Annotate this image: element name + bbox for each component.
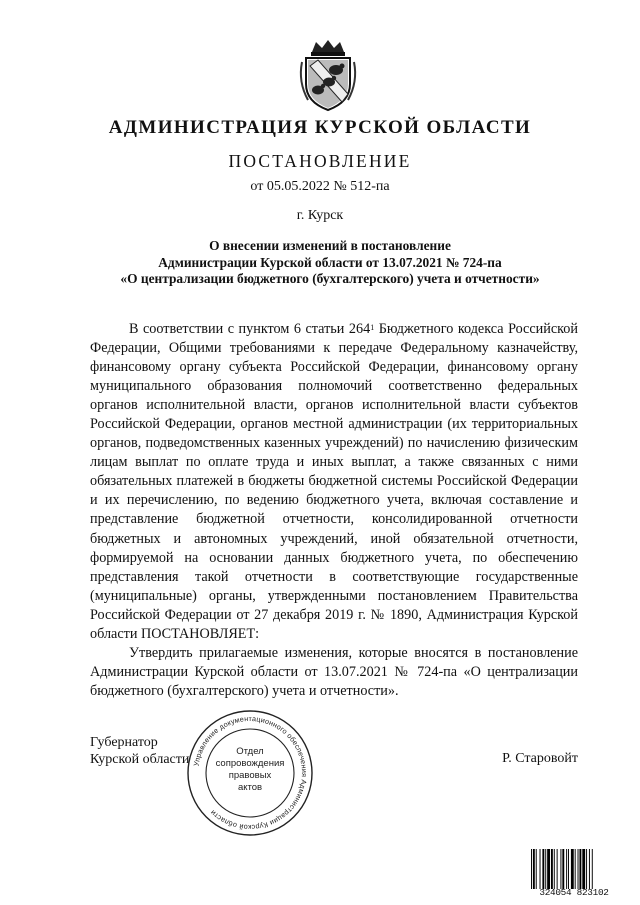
barcode-bar <box>551 849 553 889</box>
stamp-ring-text: Управление документационного обеспечения Администрации Курской области <box>191 713 310 833</box>
body-paragraph: Утвердить прилагаемые изменения, которые вносятся в постановление Администрации Курской области от 13.07.2021 № 724-па «О централизации бюджетного (бухгалтерского) учета и отчетности». <box>90 644 578 699</box>
barcode-bar <box>533 849 535 889</box>
barcode-bar <box>531 849 532 889</box>
coat-of-arms-icon <box>296 38 360 114</box>
barcode-bar <box>575 849 576 889</box>
stamp-line: актов <box>237 782 263 793</box>
barcode-bar <box>571 849 574 889</box>
barcode-bar <box>589 849 590 889</box>
document-city: г. Курск <box>296 208 344 223</box>
barcode-bar <box>582 849 585 889</box>
barcode-number: 324054 823102 <box>539 887 609 898</box>
barcode-bar <box>566 849 567 889</box>
barcode-bar <box>545 849 546 889</box>
barcode-bar <box>536 849 537 889</box>
subject-line: О внесении изменений в постановление <box>209 238 451 253</box>
barcode-bar <box>568 849 569 889</box>
barcode-bar <box>562 849 564 889</box>
barcode <box>531 849 617 889</box>
body-paragraph-start: В соответствии с пунктом 6 статьи 264 <box>129 321 371 337</box>
barcode-bar <box>540 849 541 889</box>
barcode-bar <box>547 849 550 889</box>
subject-line: Администрации Курской области от 13.07.2021 № 724-па <box>158 254 502 270</box>
barcode-bar <box>557 849 558 889</box>
document-subject <box>80 238 580 288</box>
barcode-bar <box>554 849 555 889</box>
document-body <box>90 320 578 701</box>
stamp-line: Отдел <box>236 746 264 757</box>
signer-position-line: Губернатор <box>90 735 158 750</box>
barcode-bar <box>586 849 587 889</box>
barcode-bar <box>592 849 593 889</box>
barcode-bar <box>579 849 581 889</box>
signer-position <box>90 734 189 768</box>
document-date-number: от 05.05.2022 № 512-па <box>250 179 390 194</box>
article-superscript: 1 <box>370 323 375 332</box>
barcode-bar <box>578 849 579 889</box>
barcode-bar <box>542 849 544 889</box>
organization-title: АДМИНИСТРАЦИЯ КУРСКОЙ ОБЛАСТИ <box>108 117 532 138</box>
stamp-line: сопровождения <box>215 758 285 769</box>
document-type: ПОСТАНОВЛЕНИЕ <box>228 151 412 171</box>
stamp-center-text <box>186 746 314 794</box>
body-paragraph <box>90 320 578 644</box>
signer-name: Р. Старовойт <box>502 751 578 766</box>
signer-position-line: Курской области <box>90 752 190 767</box>
stamp-line: правовых <box>228 770 272 781</box>
subject-line: «О централизации бюджетного (бухгалтерского) учета и отчетности» <box>120 271 540 286</box>
body-paragraph-rest: Бюджетного кодекса Российской Федерации, Общими требованиями к передаче Федеральному казначейству, финансовому органу субъекта Российской Федерации, финансовому органу муниципального образования полномочий соответственно федеральных органов исполнительной власти, органов исполнительной власти субъектов Российской Федерации, органов местной администрации (их территориальных органов, подведомственных казенных учреждений) по начислению физическим лицам выплат по оплате труда и иных выплат, а также связанных с ними обязательных платежей в бюджеты бюджетной системы Российской Федерации и их перечислению, по ведению бюджетного учета, включая составление и представление бюджетной отчетности, консолидированной отчетности бюджетных и автономных учреждений, иной обязательной отчетности, формируемой на основании данных бюджетного учета, по обеспечению представления такой отчетности в соответствующие государственные (муниципальные) органы, утвержденными постановлением Правительства Российской Федерации от 27 декабря 2019 г. № 1890, Администрация Курской области ПОСТАНОВЛЯЕТ: <box>90 321 578 642</box>
barcode-bar <box>560 849 561 889</box>
